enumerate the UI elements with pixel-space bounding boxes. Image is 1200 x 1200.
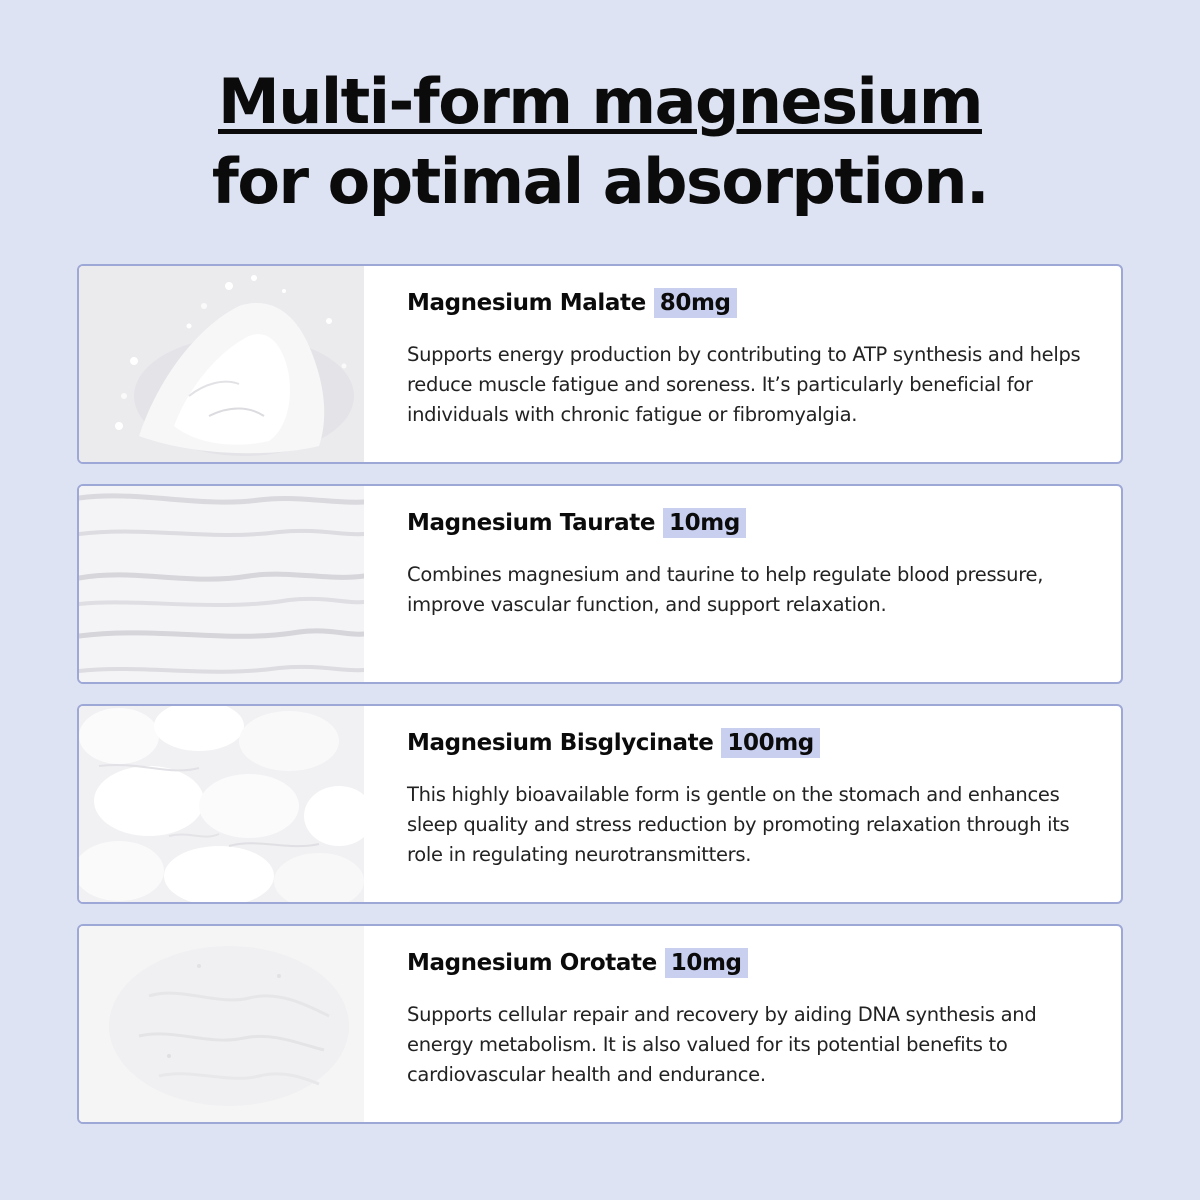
orotate-info	[407, 944, 1091, 1090]
bisglycinate-dose-badge: 100mg	[721, 728, 819, 758]
taurate-dose-badge: 10mg	[663, 508, 746, 538]
taurate-description: Combines magnesium and taurine to help regulate blood pressure, improve vascular function, and support relaxation.	[407, 563, 1044, 616]
malate-title: Magnesium Malate	[407, 290, 646, 316]
headline-line-2: for optimal absorption.	[211, 145, 989, 218]
headline	[0, 62, 1200, 222]
bisglycinate-card	[77, 704, 1123, 904]
malate-info	[407, 284, 1091, 430]
orotate-title: Magnesium Orotate	[407, 950, 657, 976]
taurate-info	[407, 504, 1091, 620]
orotate-card	[77, 924, 1123, 1124]
bisglycinate-title: Magnesium Bisglycinate	[407, 730, 714, 756]
malate-card	[77, 264, 1123, 464]
orotate-dose-badge: 10mg	[665, 948, 748, 978]
malate-dose-badge: 80mg	[654, 288, 737, 318]
headline-line-1: Multi-form magnesium	[218, 65, 982, 138]
taurate-card	[77, 484, 1123, 684]
magnesium-forms-list	[77, 264, 1123, 1144]
bisglycinate-description: This highly bioavailable form is gentle on the stomach and enhances sleep quality and stress reduction by promoting relaxation through its role in regulating neurotransmitters.	[407, 783, 1070, 866]
orotate-powder-image	[79, 926, 364, 1122]
orotate-description: Supports cellular repair and recovery by aiding DNA synthesis and energy metabolism. It is also valued for its potential benefits to cardiovascular health and endurance.	[407, 1003, 1037, 1086]
malate-description: Supports energy production by contributing to ATP synthesis and helps reduce muscle fatigue and soreness. It’s particularly beneficial for individuals with chronic fatigue or fibromyalgia.	[407, 343, 1081, 426]
taurate-title: Magnesium Taurate	[407, 510, 656, 536]
bisglycinate-powder-image	[79, 706, 364, 902]
malate-powder-image	[79, 266, 364, 462]
taurate-powder-image	[79, 486, 364, 682]
bisglycinate-info	[407, 724, 1091, 870]
